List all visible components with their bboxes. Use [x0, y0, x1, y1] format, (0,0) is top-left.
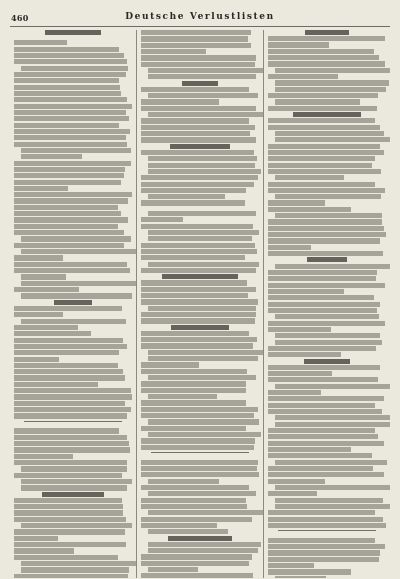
text-line-stroke	[21, 479, 132, 484]
text-line-stroke	[275, 99, 360, 104]
text-line-stroke	[268, 409, 382, 414]
text-line-stroke	[141, 381, 246, 386]
text-line-stroke	[141, 55, 256, 60]
text-line-stroke	[14, 306, 122, 311]
text-line-stroke	[141, 175, 258, 180]
text-line-stroke	[14, 542, 126, 547]
text-line-stroke	[268, 182, 375, 187]
text-line-stroke	[14, 338, 123, 343]
text-line-stroke	[141, 255, 245, 260]
section-rule	[24, 421, 122, 422]
text-line-stroke	[14, 504, 123, 509]
section-heading-stroke	[171, 325, 229, 330]
text-line-stroke	[14, 47, 119, 52]
spacer	[141, 456, 259, 459]
text-line-stroke	[14, 173, 124, 178]
text-line-stroke	[275, 137, 390, 142]
text-line-stroke	[14, 375, 125, 380]
text-line-stroke	[14, 357, 59, 362]
text-line-stroke	[14, 401, 125, 406]
text-line-stroke	[14, 211, 121, 216]
section-heading-stroke	[168, 536, 231, 541]
text-line-stroke	[141, 445, 254, 450]
text-line-stroke	[275, 213, 382, 218]
text-line-stroke	[141, 217, 183, 222]
text-line-stroke	[268, 428, 375, 433]
text-line-stroke	[275, 460, 387, 465]
text-line-stroke	[275, 415, 390, 420]
text-line-stroke	[275, 498, 383, 503]
text-line-stroke	[14, 205, 118, 210]
spacer	[141, 207, 259, 210]
text-line-stroke	[268, 207, 351, 212]
text-line-stroke	[141, 99, 219, 104]
text-line-stroke	[148, 350, 264, 355]
text-line-stroke	[141, 400, 246, 405]
text-line-stroke	[275, 422, 390, 427]
text-line-stroke	[268, 188, 385, 193]
text-line-stroke	[141, 312, 256, 317]
text-line-stroke	[141, 137, 256, 142]
text-line-stroke	[268, 479, 325, 484]
text-line-stroke	[14, 91, 121, 96]
text-line-stroke	[268, 377, 378, 382]
text-column-left	[10, 30, 137, 578]
text-line-stroke	[148, 230, 259, 235]
text-line-stroke	[268, 557, 379, 562]
text-line-stroke	[268, 453, 372, 458]
text-line-stroke	[14, 312, 63, 317]
text-line-stroke	[268, 245, 311, 250]
text-line-stroke	[148, 356, 258, 361]
text-line-stroke	[141, 504, 247, 509]
text-line-stroke	[268, 308, 377, 313]
text-line-stroke	[148, 567, 198, 572]
text-line-stroke	[148, 529, 228, 534]
text-line-stroke	[268, 466, 373, 471]
text-line-stroke	[268, 327, 331, 332]
text-line-stroke	[268, 302, 380, 307]
text-line-stroke	[268, 200, 325, 205]
text-line-stroke	[141, 369, 247, 374]
text-line-stroke	[268, 61, 385, 66]
text-line-stroke	[268, 150, 384, 155]
text-column-right	[264, 30, 390, 578]
text-line-stroke	[141, 343, 253, 348]
text-line-stroke	[14, 224, 118, 229]
text-line-stroke	[14, 413, 127, 418]
text-line-stroke	[141, 243, 255, 248]
text-line-stroke	[268, 472, 384, 477]
text-line-stroke	[141, 188, 246, 193]
text-line-stroke	[14, 217, 128, 222]
text-line-stroke	[14, 72, 126, 77]
text-line-stroke	[141, 362, 199, 367]
text-line-stroke	[141, 573, 253, 578]
text-line-stroke	[141, 498, 246, 503]
text-line-stroke	[141, 554, 252, 559]
text-line-stroke	[148, 479, 219, 484]
page-number: 460	[11, 13, 29, 23]
text-line-stroke	[14, 350, 119, 355]
text-line-stroke	[141, 268, 256, 273]
text-line-stroke	[14, 473, 122, 478]
text-line-stroke	[14, 255, 63, 260]
text-line-stroke	[275, 384, 390, 389]
text-column-middle	[137, 30, 264, 578]
spacer	[14, 36, 132, 39]
text-line-stroke	[141, 125, 255, 130]
section-heading-stroke	[42, 492, 105, 497]
text-line-stroke	[275, 80, 389, 85]
text-line-stroke	[21, 319, 126, 324]
text-line-stroke	[141, 224, 253, 229]
text-line-stroke	[141, 485, 249, 490]
text-line-stroke	[268, 118, 375, 123]
text-line-stroke	[268, 441, 384, 446]
text-line-stroke	[14, 555, 118, 560]
text-line-stroke	[268, 321, 385, 326]
text-line-stroke	[14, 97, 127, 102]
text-line-stroke	[14, 574, 128, 578]
text-line-stroke	[141, 30, 251, 35]
text-line-stroke	[141, 466, 257, 471]
text-line-stroke	[268, 346, 376, 351]
text-line-stroke	[14, 262, 127, 267]
text-line-stroke	[268, 544, 385, 549]
text-line-stroke	[141, 200, 245, 205]
text-line-stroke	[14, 388, 131, 393]
text-line-stroke	[14, 167, 125, 172]
text-line-stroke	[141, 426, 246, 431]
text-line-stroke	[141, 460, 258, 465]
text-line-stroke	[141, 49, 206, 54]
text-line-stroke	[141, 62, 255, 67]
text-columns	[10, 30, 390, 578]
section-heading-stroke	[293, 112, 361, 117]
text-line-stroke	[21, 485, 127, 490]
text-line-stroke	[268, 523, 386, 528]
text-line-stroke	[148, 93, 258, 98]
text-line-stroke	[141, 337, 257, 342]
text-line-stroke	[148, 491, 256, 496]
text-line-stroke	[14, 180, 121, 185]
text-line-stroke	[14, 382, 98, 387]
text-line-stroke	[268, 106, 377, 111]
text-line-stroke	[268, 270, 377, 275]
text-line-stroke	[14, 116, 129, 121]
text-line-stroke	[148, 419, 259, 424]
text-line-stroke	[268, 390, 321, 395]
text-line-stroke	[275, 194, 381, 199]
text-line-stroke	[14, 110, 126, 115]
text-line-stroke	[268, 156, 375, 161]
section-heading-stroke	[170, 144, 229, 149]
text-line-stroke	[14, 441, 129, 446]
text-line-stroke	[268, 42, 329, 47]
text-line-stroke	[268, 365, 380, 370]
text-line-stroke	[268, 434, 378, 439]
text-line-stroke	[268, 55, 379, 60]
text-line-stroke	[141, 293, 248, 298]
text-line-stroke	[14, 287, 79, 292]
section-heading-stroke	[307, 257, 347, 262]
text-line-stroke	[148, 74, 256, 79]
text-line-stroke	[141, 299, 258, 304]
text-line-stroke	[14, 104, 132, 109]
text-line-stroke	[148, 194, 225, 199]
text-line-stroke	[275, 576, 326, 578]
text-line-stroke	[148, 432, 261, 437]
text-line-stroke	[21, 281, 137, 286]
text-line-stroke	[14, 243, 124, 248]
text-line-stroke	[268, 93, 378, 98]
text-line-stroke	[268, 563, 314, 568]
text-line-stroke	[14, 529, 125, 534]
text-line-stroke	[148, 306, 256, 311]
text-line-stroke	[14, 460, 127, 465]
text-line-stroke	[14, 268, 130, 273]
text-line-stroke	[21, 154, 82, 159]
text-line-stroke	[275, 87, 386, 92]
text-line-stroke	[275, 175, 344, 180]
text-line-stroke	[148, 542, 261, 547]
text-line-stroke	[14, 129, 130, 134]
text-line-stroke	[268, 510, 375, 515]
text-line-stroke	[14, 331, 91, 336]
text-line-stroke	[14, 536, 58, 541]
text-line-stroke	[141, 36, 248, 41]
text-line-stroke	[14, 407, 131, 412]
text-line-stroke	[141, 150, 254, 155]
text-line-stroke	[275, 340, 382, 345]
text-line-stroke	[14, 454, 73, 459]
text-line-stroke	[14, 40, 67, 45]
text-line-stroke	[14, 192, 132, 197]
text-line-stroke	[14, 344, 127, 349]
text-line-stroke	[141, 249, 257, 254]
text-line-stroke	[141, 407, 258, 412]
text-line-stroke	[275, 68, 390, 73]
text-line-stroke	[21, 66, 128, 71]
text-line-stroke	[14, 498, 122, 503]
text-line-stroke	[275, 314, 379, 319]
text-line-stroke	[275, 333, 380, 338]
text-line-stroke	[141, 438, 255, 443]
text-line-stroke	[268, 251, 383, 256]
spacer	[14, 424, 132, 427]
text-line-stroke	[141, 287, 256, 292]
section-heading-stroke	[305, 30, 348, 35]
text-line-stroke	[275, 131, 384, 136]
section-heading-stroke	[304, 359, 351, 364]
text-line-stroke	[268, 550, 380, 555]
section-heading-stroke	[54, 300, 92, 305]
text-line-stroke	[268, 219, 382, 224]
text-line-stroke	[14, 394, 132, 399]
text-line-stroke	[268, 352, 341, 357]
text-line-stroke	[268, 238, 380, 243]
text-line-stroke	[21, 236, 131, 241]
section-rule	[151, 452, 249, 453]
text-line-stroke	[141, 388, 246, 393]
section-rule	[278, 530, 376, 531]
text-line-stroke	[148, 548, 258, 553]
text-line-stroke	[14, 186, 68, 191]
text-line-stroke	[268, 447, 351, 452]
section-heading-stroke	[45, 30, 101, 35]
running-title: Deutsche Verlustlisten	[125, 12, 275, 22]
text-line-stroke	[268, 36, 385, 41]
text-line-stroke	[268, 396, 384, 401]
text-line-stroke	[268, 276, 376, 281]
spacer	[268, 534, 386, 537]
text-line-stroke	[14, 510, 123, 515]
text-line-stroke	[21, 249, 137, 254]
section-heading-stroke	[182, 81, 217, 86]
text-line-stroke	[21, 523, 132, 528]
text-line-stroke	[148, 211, 256, 216]
text-line-stroke	[14, 230, 124, 235]
text-line-stroke	[141, 87, 249, 92]
text-line-stroke	[268, 569, 351, 574]
text-line-stroke	[14, 59, 127, 64]
text-line-stroke	[14, 135, 126, 140]
text-line-stroke	[148, 236, 252, 241]
text-line-stroke	[14, 435, 127, 440]
text-line-stroke	[148, 156, 257, 161]
text-line-stroke	[268, 226, 384, 231]
text-line-stroke	[14, 85, 120, 90]
text-line-stroke	[148, 375, 256, 380]
text-line-stroke	[268, 403, 375, 408]
text-line-stroke	[14, 198, 128, 203]
text-line-stroke	[141, 106, 256, 111]
text-line-stroke	[141, 472, 259, 477]
text-line-stroke	[141, 118, 249, 123]
text-line-stroke	[268, 163, 372, 168]
text-line-stroke	[21, 561, 137, 566]
text-line-stroke	[148, 169, 261, 174]
text-line-stroke	[141, 182, 254, 187]
text-line-stroke	[148, 510, 263, 515]
text-line-stroke	[14, 363, 118, 368]
text-line-stroke	[148, 394, 217, 399]
text-line-stroke	[141, 413, 254, 418]
text-line-stroke	[268, 491, 317, 496]
text-line-stroke	[21, 293, 132, 298]
text-line-stroke	[14, 161, 131, 166]
text-line-stroke	[268, 232, 386, 237]
text-line-stroke	[141, 523, 217, 528]
text-line-stroke	[275, 264, 390, 269]
text-line-stroke	[14, 517, 126, 522]
text-line-stroke	[148, 163, 255, 168]
text-line-stroke	[14, 548, 74, 553]
text-line-stroke	[148, 112, 263, 117]
text-line-stroke	[148, 68, 263, 73]
text-line-stroke	[141, 517, 252, 522]
text-line-stroke	[141, 280, 247, 285]
text-line-stroke	[141, 331, 249, 336]
text-line-stroke	[14, 53, 124, 58]
text-line-stroke	[268, 144, 380, 149]
page-header	[10, 10, 390, 27]
text-line-stroke	[14, 369, 123, 374]
text-line-stroke	[268, 289, 344, 294]
text-line-stroke	[268, 295, 374, 300]
text-line-stroke	[275, 485, 390, 490]
text-line-stroke	[21, 466, 127, 471]
text-line-stroke	[14, 325, 78, 330]
text-line-stroke	[21, 148, 131, 153]
text-line-stroke	[14, 142, 127, 147]
text-line-stroke	[14, 78, 119, 83]
text-line-stroke	[148, 262, 259, 267]
text-line-stroke	[268, 49, 374, 54]
text-line-stroke	[14, 123, 119, 128]
text-line-stroke	[268, 371, 332, 376]
text-line-stroke	[21, 567, 129, 572]
text-line-stroke	[268, 283, 385, 288]
text-line-stroke	[21, 274, 66, 279]
text-line-stroke	[141, 561, 249, 566]
text-line-stroke	[141, 318, 255, 323]
text-line-stroke	[141, 43, 251, 48]
text-line-stroke	[268, 74, 338, 79]
text-line-stroke	[268, 169, 381, 174]
text-line-stroke	[268, 125, 380, 130]
text-line-stroke	[14, 428, 119, 433]
section-heading-stroke	[162, 274, 237, 279]
text-line-stroke	[14, 447, 130, 452]
text-line-stroke	[275, 504, 390, 509]
text-line-stroke	[268, 517, 383, 522]
text-line-stroke	[141, 131, 250, 136]
text-line-stroke	[268, 538, 375, 543]
